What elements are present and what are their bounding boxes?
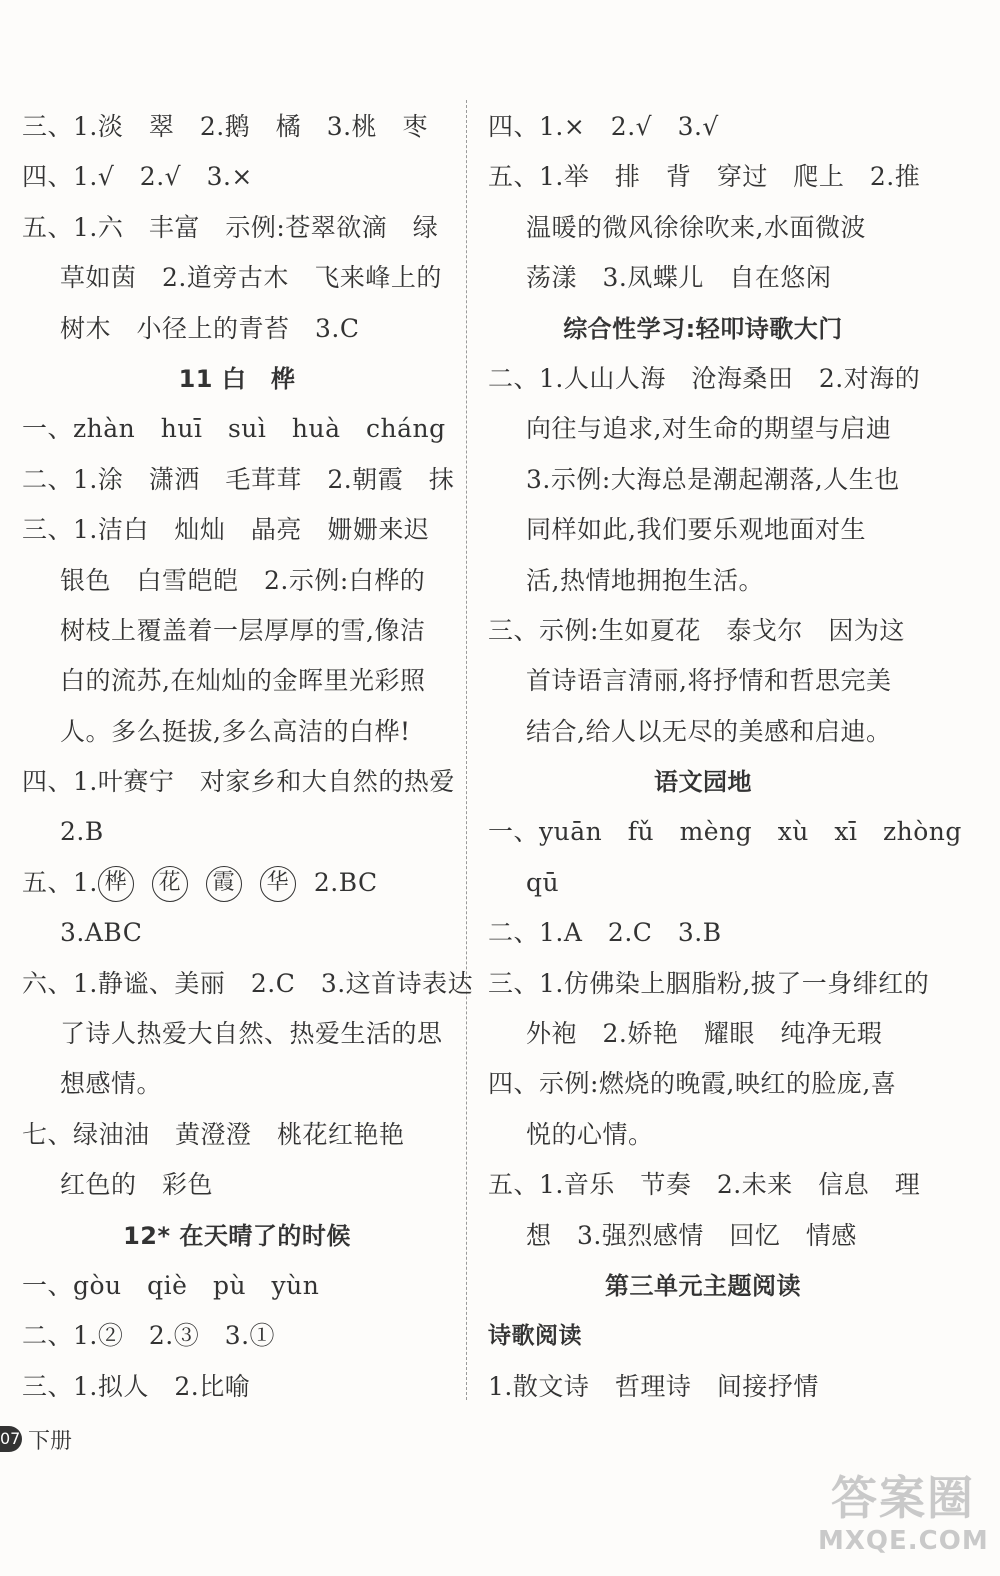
answer-line: 五、1.六 丰富 示例:苍翠欲滴 绿 — [22, 212, 439, 242]
answer-line: 悦的心情。 — [526, 1119, 654, 1149]
answer-line: 向往与追求,对生命的期望与启迪 — [526, 414, 892, 444]
answer-line: 人。多么挺拔,多么高洁的白桦! — [60, 716, 411, 746]
answer-line: 一、zhàn huī suì huà cháng — [22, 414, 446, 444]
circled-char: 花 — [152, 866, 188, 902]
section-title: 12* 在天晴了的时候 — [123, 1221, 351, 1250]
page-footer — [0, 1424, 72, 1454]
answer-line: 想 3.强烈感情 回忆 情感 — [526, 1220, 857, 1250]
answer-line: qū — [526, 867, 560, 897]
answer-line: 同样如此,我们要乐观地面对生 — [526, 515, 866, 545]
section-title: 第三单元主题阅读 — [605, 1271, 801, 1300]
answer-line: 首诗语言清丽,将抒情和哲思完美 — [526, 666, 892, 696]
answer-line: 树木 小径上的青苔 3.C — [60, 313, 360, 343]
answer-line: 四、1.× 2.√ 3.√ — [488, 112, 719, 141]
answer-line: 五、1.举 排 背 穿过 爬上 2.推 — [488, 162, 921, 192]
answer-line: 红色的 彩色 — [60, 1170, 214, 1200]
answer-line: 白的流苏,在灿灿的金晖里光彩照 — [60, 666, 426, 696]
answer-line: 三、1.拟人 2.比喻 — [22, 1371, 251, 1401]
circled-char: 华 — [260, 866, 296, 902]
right-column — [488, 102, 962, 1412]
circled-char: 桦 — [98, 866, 134, 902]
watermark-logo — [818, 1470, 988, 1566]
answer-line: 了诗人热爱大自然、热爱生活的思 — [60, 1019, 443, 1049]
section-title: 综合性学习:轻叩诗歌大门 — [563, 314, 843, 343]
answer-line: 四、示例:燃烧的晚霞,映红的脸庞,喜 — [488, 1069, 897, 1099]
answer-line: 三、1.淡 翠 2.鹅 橘 3.桃 枣 — [22, 112, 429, 141]
circled-prefix: 五、1. — [22, 867, 98, 897]
circled-suffix: 2.BC — [313, 867, 378, 897]
answer-line: 五、1.音乐 节奏 2.未来 信息 理 — [488, 1170, 921, 1200]
page-number: 07 — [0, 1426, 22, 1452]
answer-line: 一、gòu qiè pù yùn — [22, 1270, 320, 1300]
answer-line: 3.ABC — [60, 918, 143, 948]
answer-line: 结合,给人以无尽的美感和启迪。 — [526, 716, 892, 746]
answer-line: 温暖的微风徐徐吹来,水面微波 — [526, 212, 866, 242]
answer-line: 四、1.叶赛宁 对家乡和大自然的热爱 — [22, 767, 455, 797]
section-title: 11 白 桦 — [178, 364, 296, 393]
answer-line: 银色 白雪皑皑 2.示例:白桦的 — [60, 565, 426, 595]
answer-line: 荡漾 3.凤蝶儿 自在悠闲 — [526, 263, 832, 293]
column-divider — [466, 100, 467, 1400]
answer-line: 草如茵 2.道旁古木 飞来峰上的 — [60, 263, 442, 293]
answer-line: 二、1.A 2.C 3.B — [488, 918, 722, 948]
answer-line: 外袍 2.娇艳 耀眼 纯净无瑕 — [526, 1019, 883, 1049]
answer-line: 三、1.洁白 灿灿 晶亮 姗姗来迟 — [22, 515, 430, 545]
section-heading: 诗歌阅读 — [488, 1323, 582, 1350]
answer-line: 三、示例:生如夏花 泰戈尔 因为这 — [488, 615, 905, 645]
answer-line: 1.散文诗 哲理诗 间接抒情 — [488, 1371, 819, 1401]
left-column — [22, 102, 474, 1412]
answer-line: 活,热情地拥抱生活。 — [526, 565, 764, 595]
answer-line-circled — [22, 858, 452, 908]
watermark-url: MXQE.COM — [818, 1526, 989, 1556]
answer-line: 四、1.√ 2.√ 3.× — [22, 162, 253, 192]
answer-line: 二、1.涂 潇洒 毛茸茸 2.朝霞 抹 — [22, 464, 455, 494]
section-title: 语文园地 — [654, 768, 752, 797]
answer-line: 想感情。 — [60, 1069, 163, 1099]
circled-char: 霞 — [206, 866, 242, 902]
answer-line: 二、1.② 2.③ 3.① — [22, 1321, 276, 1351]
answer-line: 三、1.仿佛染上胭脂粉,披了一身绯红的 — [488, 968, 930, 998]
answer-line: 七、绿油油 黄澄澄 桃花红艳艳 — [22, 1119, 405, 1149]
answer-line: 2.B — [60, 817, 104, 847]
volume-label: 下册 — [28, 1428, 73, 1454]
answer-line: 二、1.人山人海 沧海桑田 2.对海的 — [488, 363, 921, 393]
answer-line: 3.示例:大海总是潮起潮落,人生也 — [526, 464, 900, 494]
answer-line: 六、1.静谧、美丽 2.C 3.这首诗表达 — [22, 968, 474, 998]
answer-line: 树枝上覆盖着一层厚厚的雪,像洁 — [60, 615, 426, 645]
watermark-title: 答案圈 — [831, 1471, 975, 1525]
answer-line: 一、yuān fǔ mèng xù xī zhòng — [488, 817, 962, 847]
